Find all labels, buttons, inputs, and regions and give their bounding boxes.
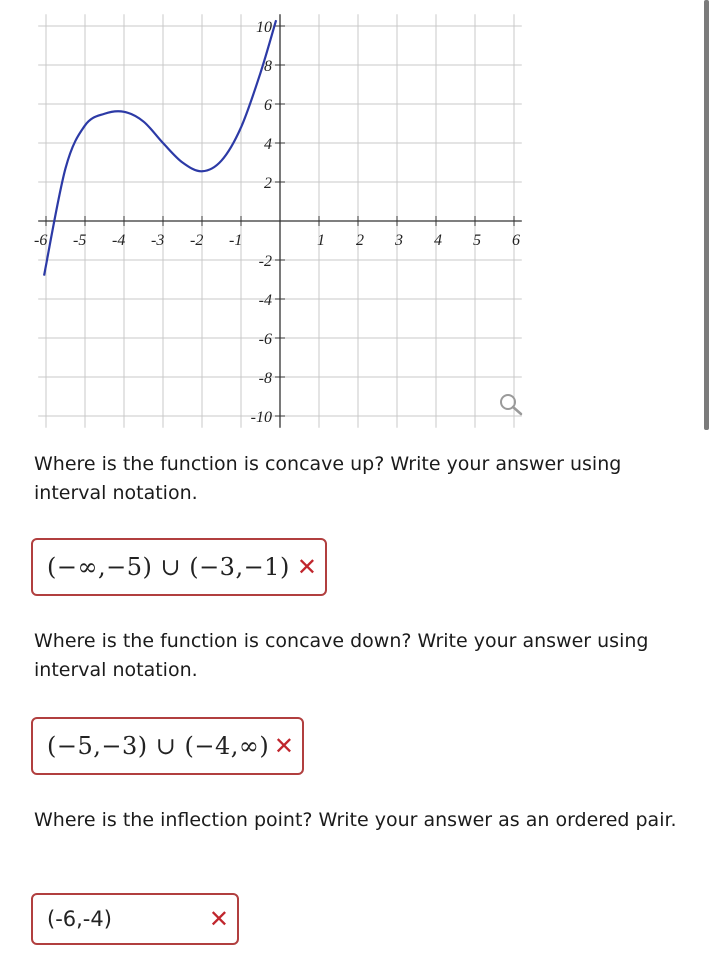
y-tick-label: -4 [258, 292, 272, 309]
x-tick-label: 2 [356, 232, 364, 249]
magnifier-icon[interactable] [501, 395, 521, 414]
question-concave-up: Where is the function is concave up? Write your answer using interval notation. [34, 453, 622, 504]
y-tick-label: 2 [264, 175, 272, 192]
answer-concave-down[interactable] [31, 717, 304, 775]
y-tick-label: -6 [258, 331, 272, 348]
scrollbar[interactable] [704, 0, 709, 430]
question-inflection-point: Where is the inflection point? Write your answer as an ordered pair. [34, 809, 677, 831]
y-tick-label: -10 [250, 409, 272, 426]
y-tick-label: -2 [258, 253, 272, 270]
question-concave-down: Where is the function is concave down? Write your answer using interval notation. [34, 630, 649, 681]
answer-inflection-point-value: (-6,-4) [47, 907, 112, 931]
y-tick-label: -8 [258, 370, 272, 387]
y-tick-label: 10 [256, 19, 272, 36]
y-tick-label: 8 [264, 58, 272, 75]
x-tick-label: -2 [190, 232, 204, 249]
x-tick-label: -1 [229, 232, 243, 249]
graph-panel [0, 0, 712, 430]
incorrect-icon: ✕ [296, 553, 317, 581]
x-tick-label: 1 [317, 232, 325, 249]
incorrect-icon: ✕ [208, 905, 229, 933]
answer-inflection-point[interactable] [31, 893, 239, 945]
x-tick-label: -3 [151, 232, 165, 249]
function-graph [0, 0, 712, 430]
x-tick-label: -5 [73, 232, 87, 249]
x-tick-label: -4 [112, 232, 126, 249]
x-tick-label: 4 [434, 232, 442, 249]
answer-concave-down-value: (−5,−3) ∪ (−4,∞) [47, 732, 270, 760]
x-tick-label: -6 [34, 232, 48, 249]
x-tick-label: 5 [473, 232, 481, 249]
answer-concave-up-value: (−∞,−5) ∪ (−3,−1) [47, 553, 290, 581]
axes [38, 14, 522, 427]
y-tick-label: 4 [264, 136, 272, 153]
y-tick-label: 6 [264, 97, 272, 114]
answer-concave-up[interactable] [31, 538, 327, 596]
incorrect-icon: ✕ [273, 732, 294, 760]
x-tick-label: 6 [512, 232, 520, 249]
x-tick-label: 3 [395, 232, 403, 249]
tick-labels [34, 19, 520, 426]
